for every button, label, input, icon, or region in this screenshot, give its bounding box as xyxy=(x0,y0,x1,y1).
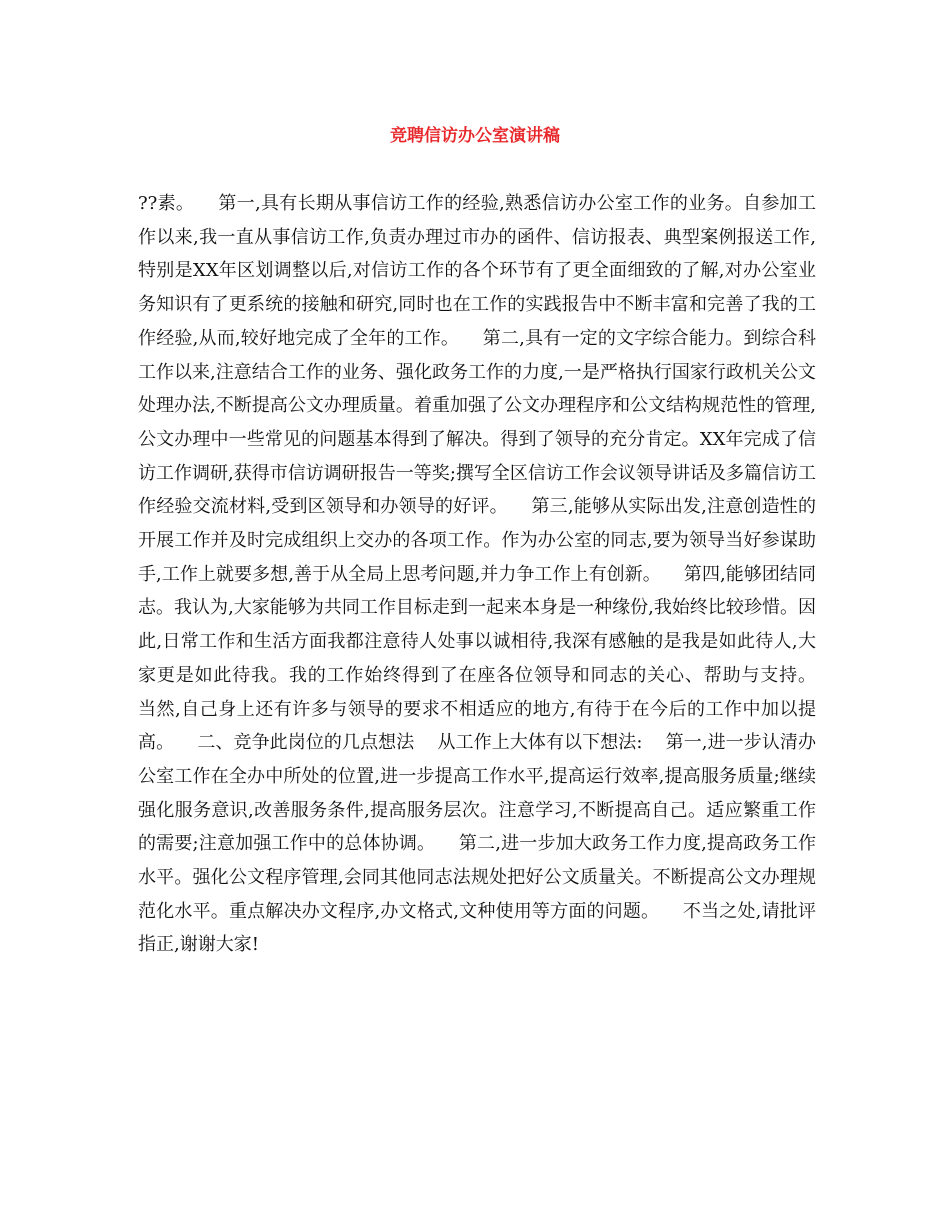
document-body-text: ??素。 第一,具有长期从事信访工作的经验,熟悉信访办公室工作的业务。自参加工作以来,我一直从事信访工作,负责办理过市办的函件、信访报表、典型案例报送工作,特别是XX年区划调整以后,对信访工作的各个环节有了更全面细致的了解,对办公室业务知识有了更系统的接触和研究,同时也在工作的实践报告中不断丰富和完善了我的工作经验,从而,较好地完成了全年的工作。 第二,具有一定的文字综合能力。到综合科工作以来,注意结合工作的业务、强化政务工作的力度,一是严格执行国家行政机关公文处理办法,不断提高公文办理质量。着重加强了公文办理程序和公文结构规范性的管理,公文办理中一些常见的问题基本得到了解决。得到了领导的充分肯定。XX年完成了信访工作调研,获得市信访调研报告一等奖;撰写全区信访工作会议领导讲话及多篇信访工作经验交流材料,受到区领导和办领导的好评。 第三,能够从实际出发,注意创造性的开展工作并及时完成组织上交办的各项工作。作为办公室的同志,要为领导当好参谋助手,工作上就要多想,善于从全局上思考问题,并力争工作上有创新。 第四,能够团结同志。我认为,大家能够为共同工作目标走到一起来本身是一种缘份,我始终比较珍惜。因此,日常工作和生活方面我都注意待人处事以诚相待,我深有感触的是我是如此待人,大家更是如此待我。我的工作始终得到了在座各位领导和同志的关心、帮助与支持。 当然,自己身上还有许多与领导的要求不相适应的地方,有待于在今后的工作中加以提高。 二、竞争此岗位的几点想法 从工作上大体有以下想法: 第一,进一步认清办公室工作在全办中所处的位置,进一步提高工作水平,提高运行效率,提高服务质量;继续强化服务意识,改善服务条件,提高服务层次。注意学习,不断提高自己。适应繁重工作的需要;注意加强工作中的总体协调。 第二,进一步加大政务工作力度,提高政务工作水平。强化公文程序管理,会同其他同志法规处把好公文质量关。不断提高公文办理规范化水平。重点解决办文程序,办文格式,文种使用等方面的问题。 不当之处,请批评指正,谢谢大家! xyxy=(138,193,839,956)
document-title: 竞聘信访办公室演讲稿 xyxy=(390,126,560,146)
